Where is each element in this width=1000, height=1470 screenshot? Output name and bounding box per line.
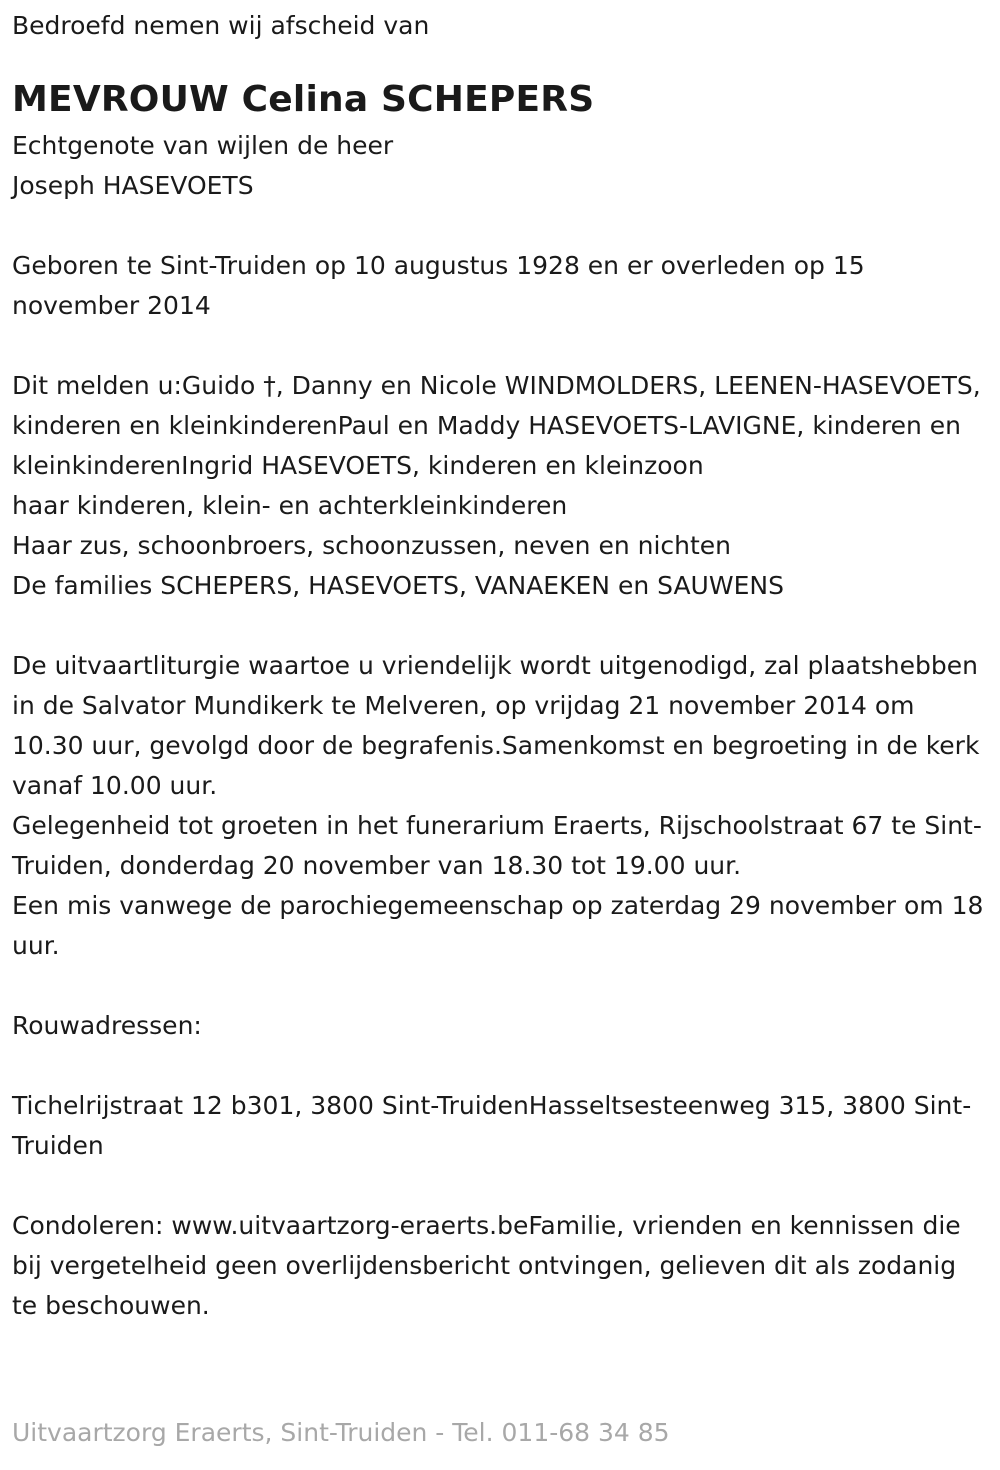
intro-text: Bedroefd nemen wij afscheid van (12, 11, 430, 40)
mass-text: Een mis vanwege de parochiegemeenschap op zaterdag 29 november om 18 uur. (12, 891, 992, 960)
relatives-line-2: Haar zus, schoonbroers, schoonzussen, neven en nichten (12, 531, 732, 560)
relatives-line-1: haar kinderen, klein- en achterkleinkinderen (12, 491, 568, 520)
spouse-line-1: Echtgenote van wijlen de heer (12, 131, 394, 160)
spouse-line-2: Joseph HASEVOETS (12, 171, 254, 200)
spacer (12, 326, 988, 366)
funeral-text: De uitvaartliturgie waartoe u vriendelijk wordt uitgenodigd, zal plaatshebben in de Salvator Mundikerk te Melveren, op vrijdag 21 november 2014 om 10.30 uur, gevolgd door de begrafenis.Samenkomst en begroeting in de kerk vanaf 10.00 uur. (12, 651, 988, 800)
addresses-label: Rouwadressen: (12, 1011, 202, 1040)
funeral-home-footer: Uitvaartzorg Eraerts, Sint-Truiden - Tel. 011-68 34 85 (12, 1418, 670, 1447)
spacer (12, 206, 988, 246)
relatives-line-3: De families SCHEPERS, HASEVOETS, VANAEKEN en SAUWENS (12, 571, 784, 600)
visitation-text: Gelegenheid tot groeten in het funerarium Eraerts, Rijschoolstraat 67 te Sint-Truiden, donderdag 20 november van 18.30 tot 19.00 uur. (12, 811, 982, 880)
announcers-text: Dit melden u:Guido †, Danny en Nicole WINDMOLDERS, LEENEN-HASEVOETS, kinderen en kleinkinderenPaul en Maddy HASEVOETS-LAVIGNE, kinderen en kleinkinderenIngrid HASEVOETS, kinderen en kleinzoon (12, 371, 989, 480)
spacer (12, 1166, 988, 1206)
birth-death-text: Geboren te Sint-Truiden op 10 augustus 1928 en er overleden op 15 november 2014 (12, 251, 873, 320)
addresses-text: Tichelrijstraat 12 b301, 3800 Sint-TruidenHasseltsesteenweg 315, 3800 Sint-Truiden (12, 1091, 972, 1160)
spacer (12, 966, 988, 1006)
deceased-name: MEVROUW Celina SCHEPERS (12, 79, 595, 120)
spacer (12, 1046, 988, 1086)
condolences-text: Condoleren: www.uitvaartzorg-eraerts.beFamilie, vrienden en kennissen die bij vergetelheid geen overlijdensbericht ontvingen, gelieven dit als zodanig te beschouwen. (12, 1211, 969, 1320)
spacer (12, 606, 988, 646)
